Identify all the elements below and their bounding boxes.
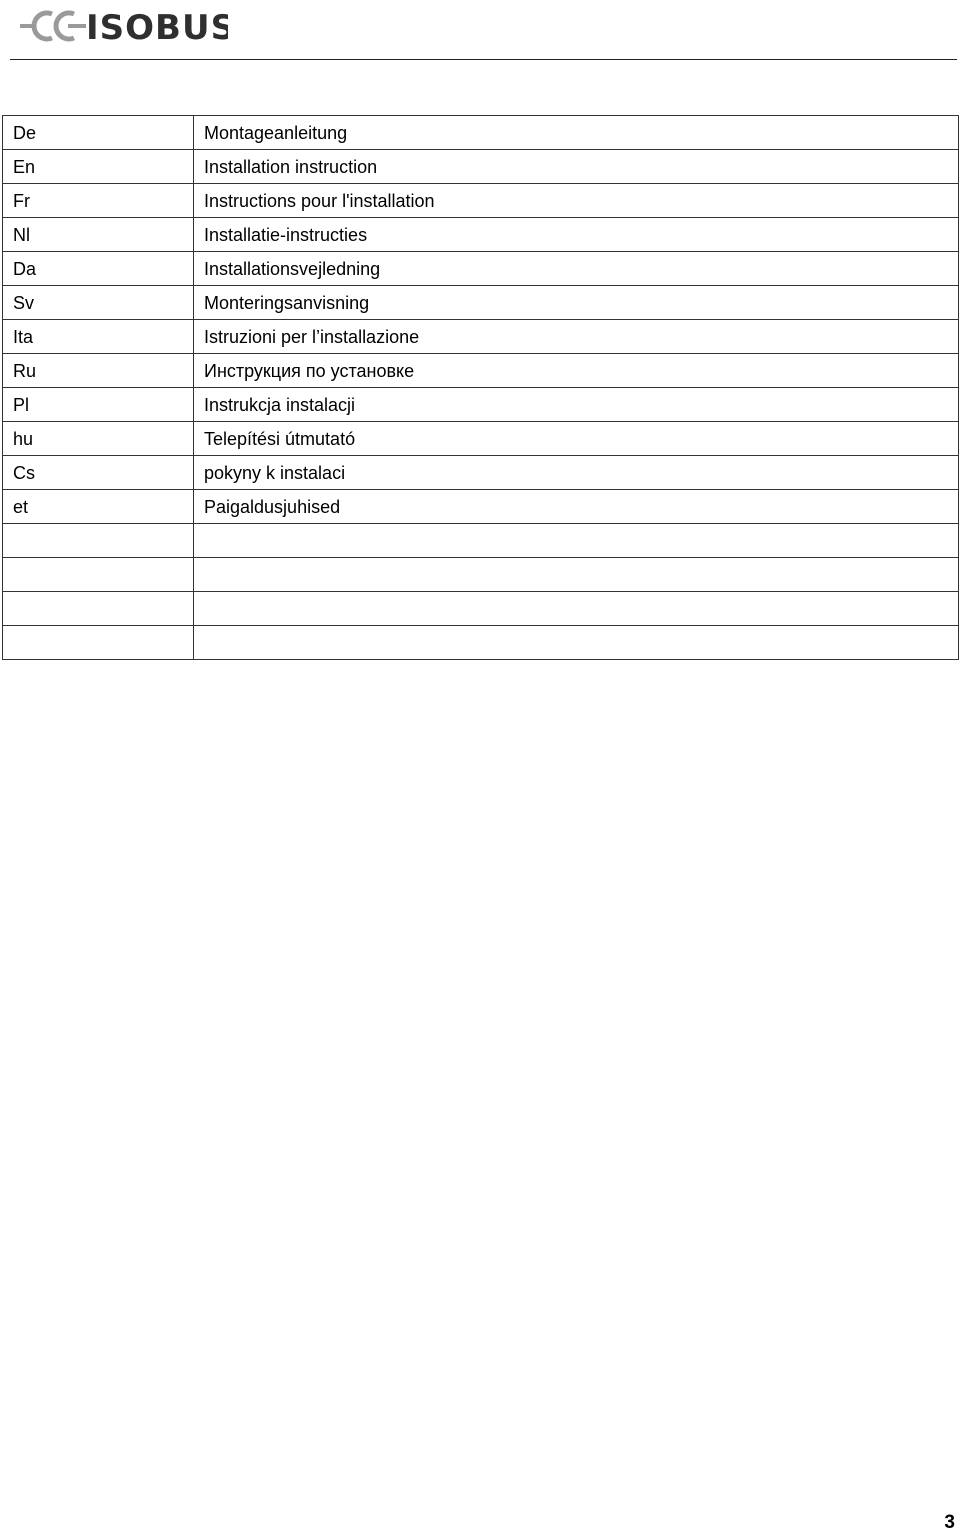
instruction-title-cell: Instructions pour l'installation: [194, 184, 959, 218]
table-row: [3, 252, 959, 286]
language-code-cell: Cs: [3, 456, 194, 490]
language-code-cell: [3, 558, 194, 592]
language-code-cell: Nl: [3, 218, 194, 252]
table-row: [3, 116, 959, 150]
instruction-title-cell: pokyny k instalaci: [194, 456, 959, 490]
instruction-title-cell: Monteringsanvisning: [194, 286, 959, 320]
table-row: [3, 286, 959, 320]
instruction-title-cell: Istruzioni per l’installazione: [194, 320, 959, 354]
table-row: [3, 320, 959, 354]
language-code-cell: En: [3, 150, 194, 184]
language-code-cell: Ita: [3, 320, 194, 354]
table-row: [3, 456, 959, 490]
instruction-title-cell: Instrukcja instalacji: [194, 388, 959, 422]
language-code-cell: Pl: [3, 388, 194, 422]
page-number: 3: [944, 1512, 955, 1533]
instruction-title-cell: [194, 592, 959, 626]
instruction-title-cell: Инструкция по установке: [194, 354, 959, 388]
instruction-title-cell: Installation instruction: [194, 150, 959, 184]
instruction-title-cell: [194, 524, 959, 558]
instruction-title-cell: Telepítési útmutató: [194, 422, 959, 456]
instruction-title-cell: [194, 626, 959, 660]
table-row: [3, 354, 959, 388]
language-code-cell: [3, 524, 194, 558]
table-row: [3, 218, 959, 252]
table-row: [3, 626, 959, 660]
table-row: [3, 388, 959, 422]
instruction-title-cell: Installationsvejledning: [194, 252, 959, 286]
language-code-cell: hu: [3, 422, 194, 456]
language-code-cell: [3, 592, 194, 626]
ccisobus-logo: [18, 6, 228, 46]
language-code-cell: Da: [3, 252, 194, 286]
table-row: [3, 524, 959, 558]
language-code-cell: De: [3, 116, 194, 150]
table-row: [3, 184, 959, 218]
table-row: [3, 592, 959, 626]
instruction-title-cell: Montageanleitung: [194, 116, 959, 150]
language-code-cell: [3, 626, 194, 660]
instruction-title-cell: Paigaldusjuhised: [194, 490, 959, 524]
language-code-cell: et: [3, 490, 194, 524]
language-code-cell: Fr: [3, 184, 194, 218]
table-row: [3, 150, 959, 184]
svg-text:ISOBUS: ISOBUS: [86, 8, 228, 46]
language-code-cell: Ru: [3, 354, 194, 388]
language-table: [2, 115, 959, 660]
header-divider: [10, 59, 957, 60]
language-code-cell: Sv: [3, 286, 194, 320]
instruction-title-cell: [194, 558, 959, 592]
language-table-body: [3, 116, 959, 660]
table-row: [3, 490, 959, 524]
table-row: [3, 558, 959, 592]
instruction-title-cell: Installatie-instructies: [194, 218, 959, 252]
table-row: [3, 422, 959, 456]
ccisobus-logo-graphic: [18, 6, 228, 46]
